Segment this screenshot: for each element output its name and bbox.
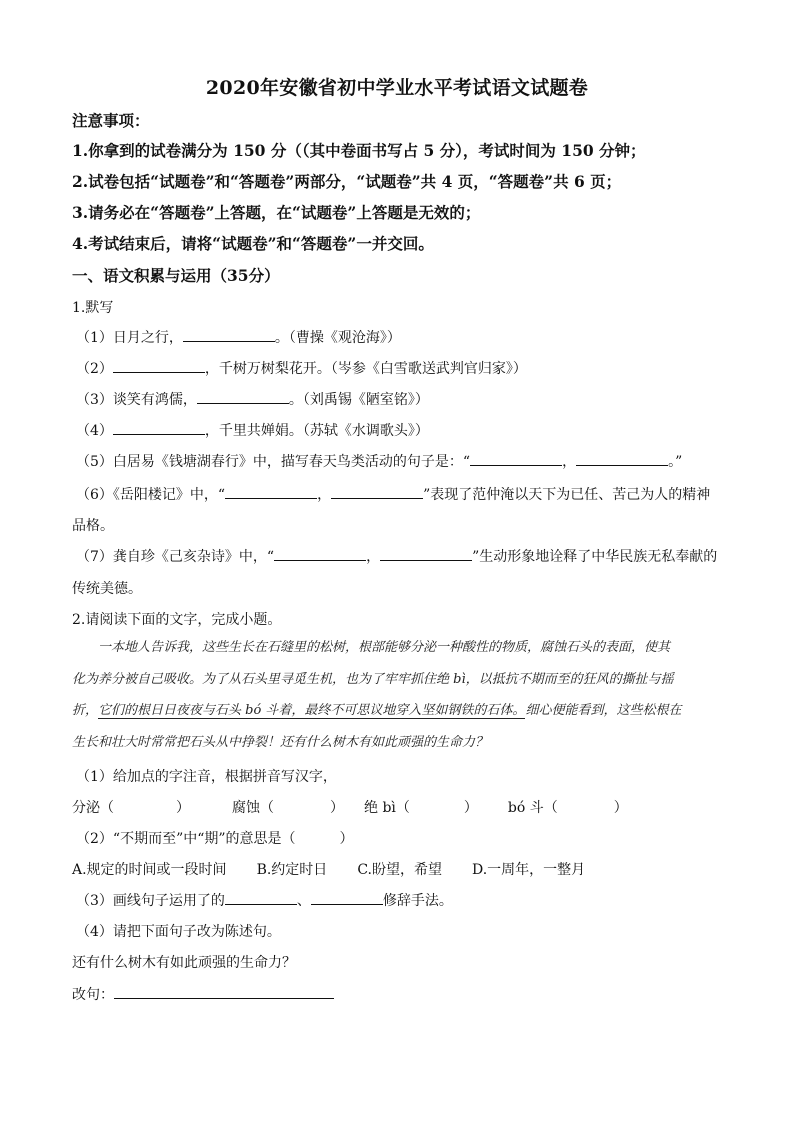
question-1-label: 1.默写 xyxy=(72,300,114,316)
section-heading: 一、语文积累与运用（35分） xyxy=(72,266,280,285)
q2-sub-2-label xyxy=(76,828,354,848)
q1-item-6-continuation: 品格。 xyxy=(72,518,114,534)
field-paren: ） xyxy=(339,831,354,847)
passage-line xyxy=(72,632,722,664)
q1-item-6 xyxy=(76,484,710,504)
answer-blank[interactable] xyxy=(225,484,317,499)
q1-item-5-separator: ， xyxy=(562,454,577,470)
q1-item-2-suffix: ，千树万树梨花开。（岑参《白雪歌送武判官归家》） xyxy=(204,361,527,377)
q2-sub-3-separator: 、 xyxy=(296,893,311,909)
q1-item-7-prefix: （7）龚自珍《己亥杂诗》中，“ xyxy=(76,549,275,565)
q1-item-4-suffix: ，千里共婵娟。（苏轼《水调歌头》） xyxy=(204,423,429,439)
field-label: 绝 bì（ xyxy=(364,800,410,816)
answer-blank[interactable] xyxy=(576,451,668,466)
q1-item-6-prefix: （6）《岳阳楼记》中，“ xyxy=(76,487,226,503)
q2-sub-3-prefix: （3）画线句子运用了的 xyxy=(76,893,225,909)
q1-item-1 xyxy=(76,327,401,347)
q1-item-5 xyxy=(76,451,682,471)
field-label: bó 斗（ xyxy=(507,800,558,816)
passage-text: 一本地人告诉我，这些生长在石缝里的松树，根部能够分泌一种酸性的物质，腐蚀石头的表面，使其 xyxy=(98,640,671,655)
q2-sub-4-answer xyxy=(72,984,334,1004)
answer-blank[interactable] xyxy=(197,389,289,404)
passage-line: 化为养分被自己吸收。为了从石头里寻觅生机，也为了牢牢抓住绝 bì，以抵抗不期而至的狂风的撕扯与摇 xyxy=(72,671,674,687)
answer-blank[interactable] xyxy=(274,546,366,561)
answer-label: 改句： xyxy=(72,987,114,1003)
field-label: 腐蚀（ xyxy=(232,800,274,816)
answer-blank[interactable] xyxy=(113,420,205,435)
q1-item-1-prefix: （1）日月之行， xyxy=(76,330,183,346)
q1-item-7-suffix: ”生动形象地诠释了中华民族无私奉献的 xyxy=(472,549,718,565)
q1-item-6-suffix: ”表现了范仲淹以天下为已任、苦己为人的精神 xyxy=(423,487,711,503)
passage-text: 细心便能看到，这些松根在 xyxy=(525,703,682,718)
passage-line: 生长和壮大时常常把石头从中挣裂！还有什么树木有如此顽强的生命力？ xyxy=(72,734,489,750)
answer-blank[interactable] xyxy=(113,358,205,373)
option-a[interactable]: A.规定的时间或一段时间 xyxy=(72,862,227,878)
q2-sub-2-options xyxy=(72,859,585,879)
q1-item-7 xyxy=(76,546,717,566)
q1-item-2 xyxy=(76,358,527,378)
answer-blank[interactable] xyxy=(331,484,423,499)
option-b[interactable]: B.约定时日 xyxy=(256,862,328,878)
q2-sub-3 xyxy=(76,890,453,910)
q1-item-4-prefix: （4） xyxy=(76,423,113,439)
question-2-label: 2.请阅读下面的文字，完成小题。 xyxy=(72,612,282,628)
q2-sub-2-text: （2）“不期而至”中“期”的意思是（ xyxy=(76,831,296,847)
answer-blank[interactable] xyxy=(380,546,472,561)
option-c[interactable]: C.盼望，希望 xyxy=(357,862,442,878)
notice-item-4: 4.考试结束后，请将“试题卷”和“答题卷”一并交回。 xyxy=(72,234,434,253)
notice-item-1: 1.你拿到的试卷满分为 150 分（（其中卷面书写占 5 分），考试时间为 150 分钟； xyxy=(72,141,646,160)
option-d[interactable]: D.一周年，一整月 xyxy=(471,862,586,878)
field-paren: ） xyxy=(330,800,344,816)
reading-passage xyxy=(72,632,722,758)
underlined-sentence: 它们的根日日夜夜与石头 bó 斗着，最终不可思议地穿入坚如钢铁的石体。 xyxy=(98,703,526,718)
q1-item-7-separator: ， xyxy=(366,549,381,565)
q1-item-6-separator: ， xyxy=(317,487,332,503)
passage-line xyxy=(72,695,722,727)
q1-item-3 xyxy=(76,389,429,409)
q1-item-1-suffix: 。（曹操《观沧海》） xyxy=(274,330,401,346)
q1-item-3-prefix: （3）谈笑有鸿儒， xyxy=(76,392,197,408)
notice-item-2: 2.试卷包括“试题卷”和“答题卷”两部分，“试题卷”共 4 页，“答题卷”共 6 页； xyxy=(72,172,622,191)
notice-heading: 注意事项： xyxy=(72,111,150,130)
page-title: 2020年安徽省初中学业水平考试语文试题卷 xyxy=(205,77,589,99)
field-label: 分泌（ xyxy=(72,800,114,816)
q2-sub-4-question: 还有什么树木有如此顽强的生命力？ xyxy=(72,955,296,971)
field-paren: ） xyxy=(463,800,478,816)
q1-item-5-suffix: 。” xyxy=(668,454,683,470)
passage-text: 折， xyxy=(72,703,99,718)
q2-sub-3-suffix: 修辞手法。 xyxy=(382,893,453,909)
answer-blank[interactable] xyxy=(114,984,334,999)
field-paren: ） xyxy=(176,800,190,816)
field-paren: ） xyxy=(613,800,628,816)
answer-blank[interactable] xyxy=(183,327,275,342)
q1-item-7-continuation: 传统美德。 xyxy=(72,581,142,597)
notice-item-3: 3.请务必在“答题卷”上答题，在“试题卷”上答题是无效的； xyxy=(72,203,481,222)
answer-blank[interactable] xyxy=(225,890,297,905)
answer-blank[interactable] xyxy=(311,890,383,905)
answer-blank[interactable] xyxy=(470,451,562,466)
q1-item-2-prefix: （2） xyxy=(76,361,113,377)
q1-item-3-suffix: 。（刘禹锡《陋室铭》） xyxy=(288,392,429,408)
q2-sub-1-fields xyxy=(72,797,712,817)
q2-sub-1-label: （1）给加点的字注音，根据拼音写汉字， xyxy=(76,769,337,785)
q1-item-4 xyxy=(76,420,429,440)
q1-item-5-prefix: （5）白居易《钱塘湖春行》中，描写春天鸟类活动的句子是：“ xyxy=(76,454,471,470)
q2-sub-4-label: （4）请把下面句子改为陈述句。 xyxy=(76,924,281,940)
